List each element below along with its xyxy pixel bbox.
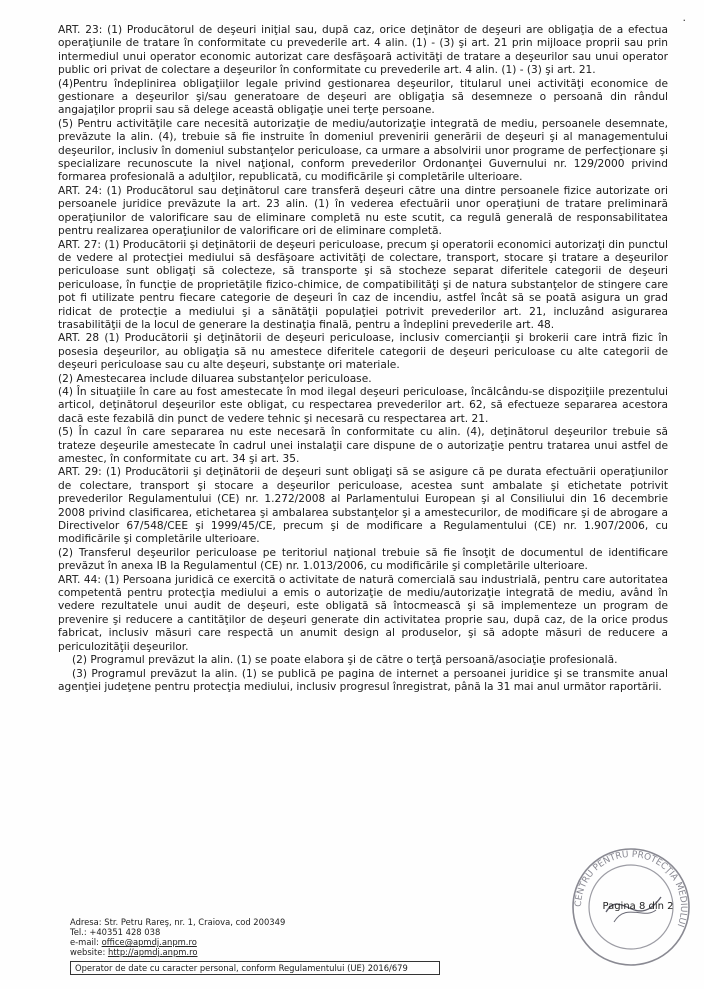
paragraph: (5) În cazul în care separarea nu este necesară în conformitate cu alin. (4), deţinătorul deşeurilor trebuie să trateze deşeurile amestecate în cadrul unei instalaţii care dispune de o autorizaţie pentru tratarea unui astfel de amestec, în conformitate cu art. 34 şi art. 35. [58, 426, 668, 465]
paragraph: ART. 28 (1) Producătorii şi deţinătorii de deşeuri periculoase, inclusiv comercianţii şi brokerii care intră fizic în posesia deşeurilor, au obligaţia să nu amestece diferitele categorii de deşeuri periculoase cu alte categorii de deşeuri periculoase sau cu alte deşeuri, substanţe ori materiale. [58, 332, 668, 372]
footer [70, 917, 285, 957]
paragraph: (2) Transferul deşeurilor periculoase pe teritoriul naţional trebuie să fie însoţit de documentul de identificare prevăzut în anexa IB la Regulamentul (CE) nr. 1.013/2006, cu modificările şi completările ulterioare. [58, 546, 668, 573]
footer-phone: Tel.: +40351 428 038 [70, 927, 161, 937]
paragraph: (4)Pentru îndeplinirea obligaţiilor legale privind gestionarea deşeurilor, titularul unei activităţi economice de gestionare a deşeurilor şi/sau generatoare de deşeuri are obligaţia să desemneze o persoană din rândul angajaţilor proprii sau să delege această obligaţie unei terţe persoane. [58, 77, 668, 117]
svg-text:CENTRU PENTRU PROTECŢIA MEDIUL: CENTRU PENTRU PROTECŢIA MEDIULUI [573, 849, 689, 929]
paragraph: ART. 24: (1) Producătorul sau deţinătorul care transferă deşeuri către una dintre persoanele fizice autorizate ori persoanele juridice prevăzute la art. 23 alin. (1) în vederea efectuării unor operaţiuni de tratare preliminară operaţiunilor de valorificare sau de eliminare completă nu este scutit, ca regulă generală de responsabilitatea pentru realizarea operaţiunilor de valorificare ori de eliminare completă. [58, 184, 668, 238]
paragraph: (5) Pentru activităţile care necesită autorizaţie de mediu/autorizaţie integrată de mediu, persoanele desemnate, prevăzute la alin. (4), trebuie să fie instruite în domeniul prevenirii generării de deşeuri şi al managementului deşeurilor, inclusiv în domeniul substanţelor periculoase, ca urmare a absolvirii unor programe de perfecţionare şi specializare recunoscute la nivel naţional, conform prevederilor Ordonanţei Guvernului nr. 129/2000 privind formarea profesională a adulţilor, republicată, cu modificările şi completările ulterioare. [58, 117, 668, 184]
email-link[interactable]: office@apmdj.anpm.ro [101, 937, 197, 947]
website-link[interactable]: http://apmdj.anpm.ro [107, 947, 198, 957]
footer-website: website: http://apmdj.anpm.ro [70, 947, 198, 957]
paragraph: (2) Amestecarea include diluarea substanţelor periculoase. [58, 372, 372, 385]
paragraph: (2) Programul prevăzut la alin. (1) se poate elabora şi de către o terţă persoană/asociaţie profesională. [72, 654, 618, 667]
document-body [58, 24, 668, 694]
paragraph: ART. 23: (1) Producătorul de deşeuri iniţial sau, după caz, orice deţinător de deşeuri are obligaţia de a efectua operaţiunile de tratare în conformitate cu prevederile art. 4 alin. (1) - (3) şi art. 21 prin mijloace proprii sau prin intermediul unui operator economic autorizat care desfăşoară activităţi de tratare a deşeurilor sau unui operator public ori privat de colectare a deşeurilor în conformitate cu prevederile art. 4 alin. (1) - (3) şi art. 21. [58, 24, 668, 77]
page-number: Pagina 8 din 2 [602, 901, 674, 912]
data-operator-notice: Operator de date cu caracter personal, conform Regulamentului (UE) 2016/679 [70, 961, 440, 975]
footer-address: Adresa: Str. Petru Rareş, nr. 1, Craiova, cod 200349 [70, 917, 286, 927]
paragraph: ART. 44: (1) Persoana juridică ce exercită o activitate de natură comercială sau industrială, pentru care autoritatea competentă pentru protecţia mediului a emis o autorizaţie de mediu/autorizaţie integrată de mediu, având în vedere rezultatele unui audit de deşeuri, este obligată să întocmească şi să implementeze un program de prevenire şi reducere a cantităţilor de deşeuri generate din activitatea proprie sau, după caz, de la orice produs fabricat, inclusiv măsuri care respectă un anumit design al produselor, şi să adopte măsuri de reducere a periculozităţii deşeurilor. [58, 573, 668, 653]
paragraph: ART. 27: (1) Producătorii şi deţinătorii de deşeuri periculoase, precum şi operatorii economici autorizaţi din punctul de vedere al protecţiei mediului să desfăşoare activităţi de colectare, transport, stocare şi tratare a deşeurilor periculoase sunt obligaţi să colecteze, să transporte şi să stocheze separat diferitele categorii de deşeuri periculoase, în funcţie de proprietăţile fizico-chimice, de compatibilităţi şi de natura substanţelor de stingere care pot fi utilizate pentru fiecare categorie de deşeuri în caz de incendiu, astfel încât să se poată asigura un grad ridicat de protecţie a mediului şi a sănătăţii populaţiei potrivit prevederilor art. 21, incluzând asigurarea trasabilităţii de la locul de generare la destinaţia finală, pentru a îndeplini prevederile art. 48. [58, 238, 668, 331]
paragraph: (3) Programul prevăzut la alin. (1) se publică pe pagina de internet a persoanei juridice şi se transmite anual agenţiei judeţene pentru protecţia mediului, inclusiv progresul înregistrat, până la 31 mai anul următor raportării. [58, 667, 668, 693]
paragraph: ART. 29: (1) Producătorii şi deţinătorii de deşeuri sunt obligaţi să se asigure că pe durata efectuării operaţiunilor de colectare, transport şi stocare a deşeurilor periculoase, acestea sunt ambalate şi etichetate potrivit prevederilor Regulamentului (CE) nr. 1.272/2008 al Parlamentului European şi al Consiliului din 16 decembrie 2008 privind clasificarea, etichetarea şi ambalarea substanţelor şi a amestecurilor, de modificare şi de abrogare a Directivelor 67/548/CEE şi 1999/45/CE, precum şi de modificare a Regulamentului (CE) nr. 1.907/2006, cu modificările şi completările ulterioare. [58, 466, 668, 546]
paragraph: (4) În situaţiile în care au fost amestecate în mod ilegal deşeuri periculoase, încălcându-se dispoziţiile prezentului articol, deţinătorul deşeurilor este obligat, cu respectarea prevederilor art. 62, să efectueze separarea acestora dacă este fezabilă din punct de vedere tehnic şi necesară cu respectarea art. 21. [58, 385, 668, 425]
corner-mark: · [682, 14, 686, 27]
footer-email: e-mail: office@apmdj.anpm.ro [70, 937, 197, 947]
